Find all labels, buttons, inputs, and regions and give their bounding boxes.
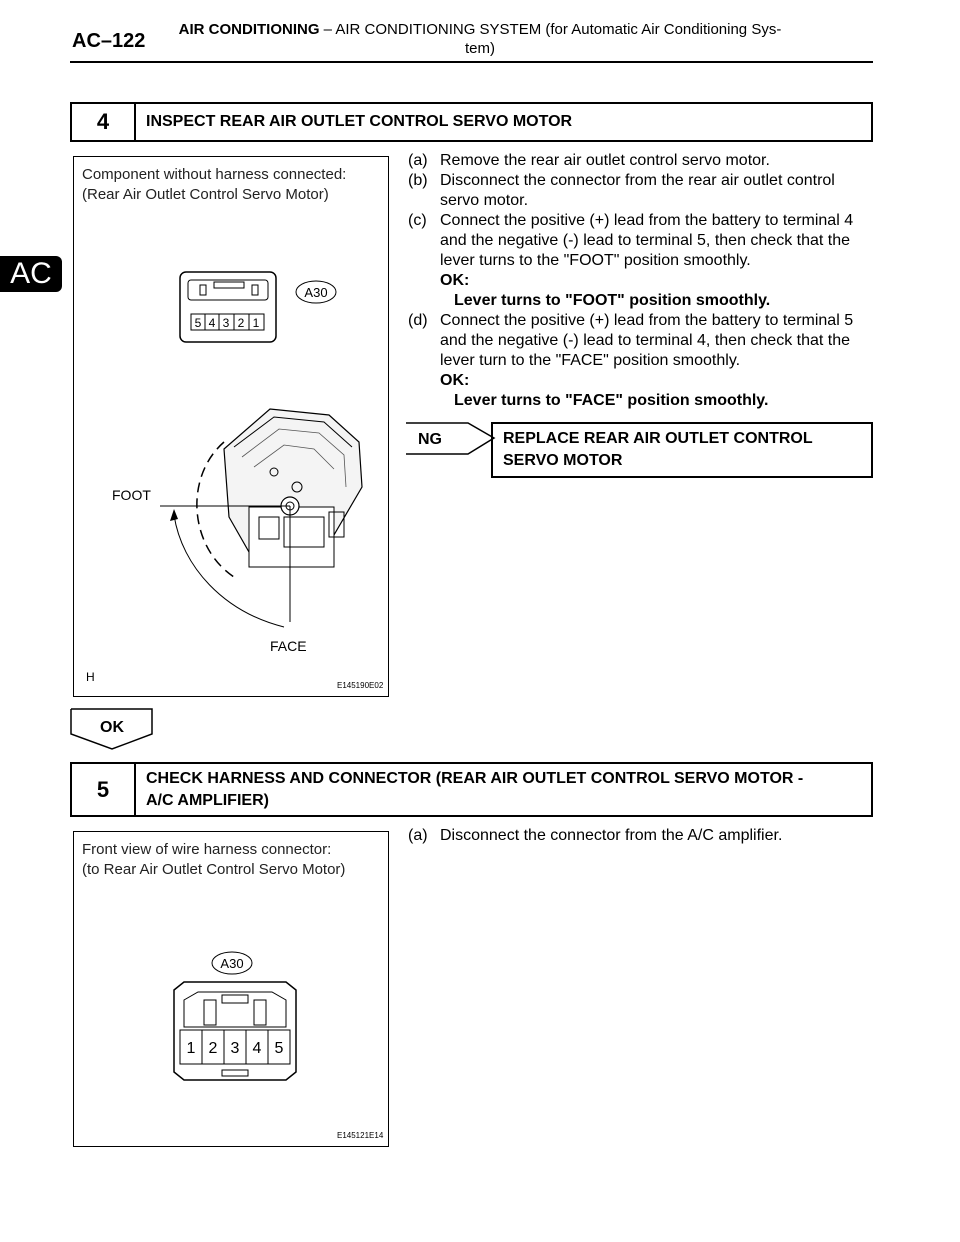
section-tab: AC [0,256,62,292]
connector-label: A30 [304,285,328,300]
pin-label: 4 [208,316,216,330]
ok-label: OK: [440,372,470,389]
step-4-header [70,102,873,142]
pin-label: 4 [252,1040,262,1057]
ng-action-box [491,422,873,478]
pin-label: 3 [222,316,230,330]
instruction-row: (d) Connect the positive (+) lead from the battery to terminal 5 and the negative (-) lead to terminal 4, then check that the lever turn to the "FACE" position smoothly. [408,312,854,369]
step-5-header [70,762,873,817]
figure-caption-line1: Front view of wire harness connector: [82,841,332,858]
figure-caption-line2: (Rear Air Outlet Control Servo Motor) [82,186,329,203]
step-5-title-line1: CHECK HARNESS AND CONNECTOR (REAR AIR OUTLET CONTROL SERVO MOTOR - [146,769,804,787]
step-4-number: 4 [72,104,136,140]
corner-mark: H [86,670,95,684]
step-4-instructions [408,151,870,411]
servo-motor-diagram [74,157,390,698]
ok-arrow [70,708,154,750]
step-5-number: 5 [72,764,136,815]
header-subtitle: – AIR CONDITIONING SYSTEM (for Automatic Air Conditioning Sys- [319,21,782,38]
ng-arrow [406,422,496,456]
ng-action-line2: SERVO MOTOR [503,452,623,469]
pin-label: 5 [274,1040,284,1057]
ng-label: NG [418,431,442,448]
foot-label: FOOT [112,487,151,503]
instruction-row: (c) Connect the positive (+) lead from the battery to terminal 4 and the negative (-) lead to terminal 5, then check that the lever turns to the "FOOT" position smoothly. [408,212,854,269]
ng-action-line1: REPLACE REAR AIR OUTLET CONTROL [503,430,813,447]
connector-label: A30 [220,956,244,971]
step-5-title [136,764,871,815]
step-5-figure [73,831,389,1147]
instruction-row: (a) Remove the rear air outlet control servo motor. [408,152,770,169]
instruction-row: (b) Disconnect the connector from the rear air outlet control servo motor. [408,172,835,209]
harness-connector-diagram [74,832,390,1148]
pin-label: 5 [194,316,202,330]
instruction-row: (a) Disconnect the connector from the A/C amplifier. [408,827,783,844]
step-4-title: INSPECT REAR AIR OUTLET CONTROL SERVO MOTOR [146,113,573,130]
ok-label: OK: [440,272,470,289]
ok-arrow-label: OK [100,719,124,736]
header-subtitle-cont: tem) [465,40,495,57]
ok-condition: Lever turns to "FOOT" position smoothly. [454,292,771,309]
ok-condition: Lever turns to "FACE" position smoothly. [454,392,769,409]
page-number: AC–122 [72,30,146,52]
pin-label: 1 [186,1040,196,1057]
step-4-figure [73,156,389,697]
figure-caption-line2: (to Rear Air Outlet Control Servo Motor) [82,861,346,878]
header-rule [70,61,873,63]
step-5-title-line2: A/C AMPLIFIER) [146,791,269,809]
section-name: AIR CONDITIONING [178,21,320,38]
pin-label: 3 [230,1040,240,1057]
figure-id: E145121E14 [337,1131,384,1140]
face-label: FACE [270,638,307,654]
pin-label: 2 [237,316,245,330]
step-5-instructions [408,826,870,846]
header-title [150,20,810,58]
figure-caption-line1: Component without harness connected: [82,166,347,183]
pin-label: 1 [252,316,260,330]
figure-id: E145190E02 [337,681,384,690]
pin-label: 2 [208,1040,218,1057]
